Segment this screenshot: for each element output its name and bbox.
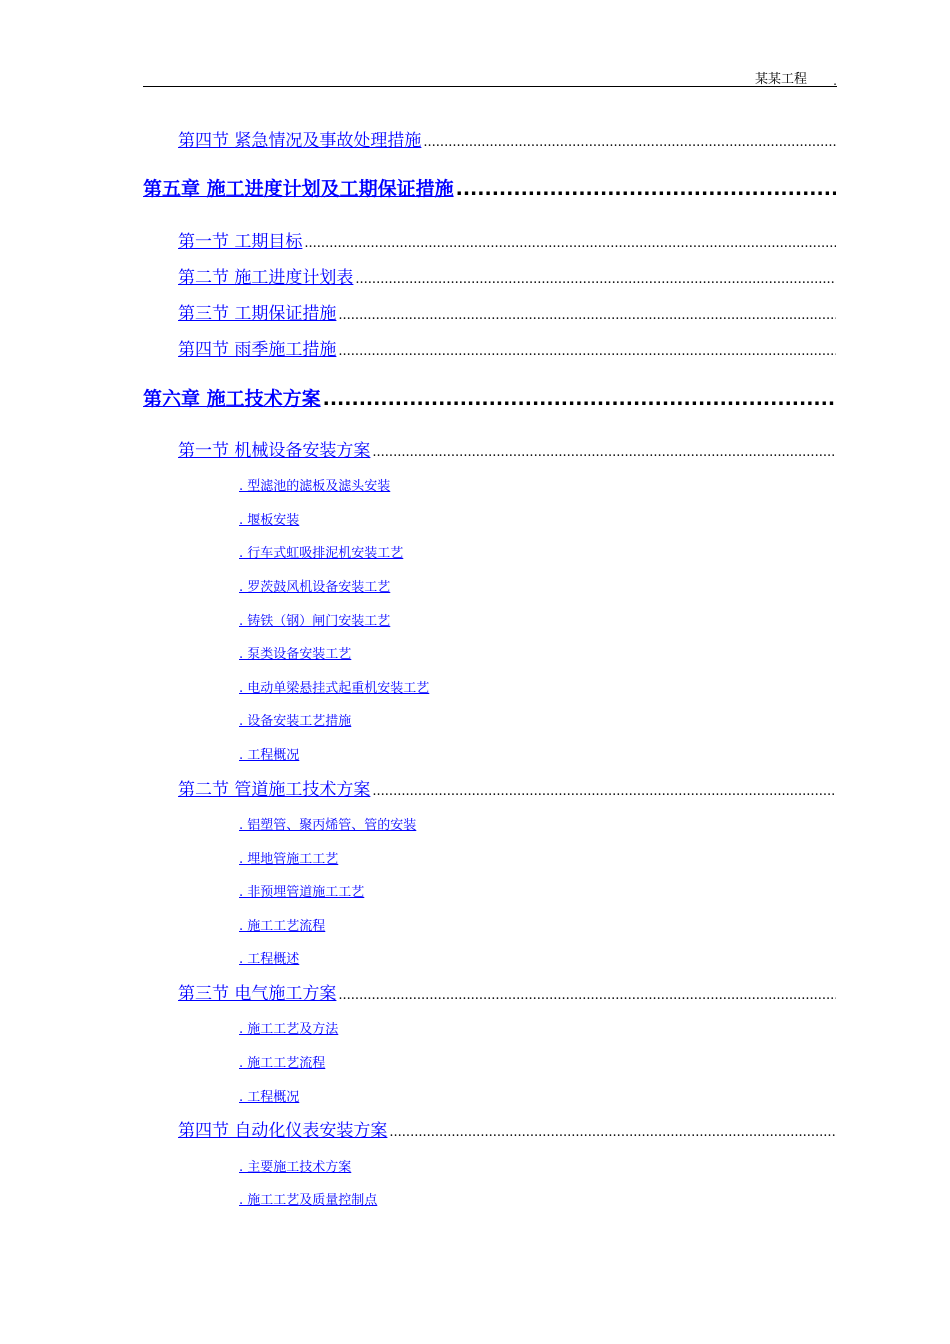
toc-subitem[interactable]: . 堰板安装 [239,513,300,528]
toc-link[interactable]: 第四节 雨季施工措施 [178,340,337,360]
dot-leader [389,1125,836,1140]
toc-section-schedule-table[interactable] [178,263,836,288]
toc-chapter-6[interactable] [143,384,836,411]
toc-link[interactable]: 第四节 紧急情况及事故处理措施 [178,131,422,151]
toc-subitem[interactable]: . 电动单梁悬挂式起重机安装工艺 [239,681,430,696]
toc-section-mechanical[interactable] [178,436,836,461]
toc-subitem[interactable]: . 型滤池的滤板及滤头安装 [239,479,391,494]
dot-leader [423,135,836,150]
dot-leader [323,388,836,410]
toc-link[interactable]: 第六章 施工技术方案 [143,388,321,410]
header-dot: . [833,74,837,88]
toc-link[interactable]: 第四节 自动化仪表安装方案 [178,1121,388,1141]
toc-subitem[interactable]: . 铝塑管、聚丙烯管、管的安装 [239,818,417,833]
dot-leader [456,178,836,200]
toc-subitem[interactable]: . 施工工艺流程 [239,1056,326,1071]
dot-leader [372,784,836,799]
toc-link[interactable]: 第五章 施工进度计划及工期保证措施 [143,178,454,200]
toc-link[interactable]: 第二节 管道施工技术方案 [178,780,371,800]
toc-subitem[interactable]: . 设备安装工艺措施 [239,714,352,729]
toc-section-schedule-guarantee[interactable] [178,299,836,324]
header-title: 某某工程 [754,72,807,87]
toc-chapter-5[interactable] [143,174,836,201]
toc-section-schedule-target[interactable] [178,227,836,252]
toc-subitem[interactable]: . 施工工艺及方法 [239,1022,339,1037]
toc-subitem[interactable]: . 行车式虹吸排泥机安装工艺 [239,546,404,561]
dot-leader [372,445,836,460]
toc-section-emergency[interactable] [178,126,836,151]
toc-subitem[interactable]: . 罗茨鼓风机设备安装工艺 [239,580,391,595]
toc-link[interactable]: 第二节 施工进度计划表 [178,268,354,288]
toc-link[interactable]: 第三节 工期保证措施 [178,304,337,324]
toc-subitem[interactable]: . 主要施工技术方案 [239,1160,352,1175]
dot-leader [355,272,836,287]
page-header [143,66,837,87]
toc-subitem[interactable]: . 施工工艺流程 [239,919,326,934]
dot-leader [338,344,836,359]
dot-leader [338,308,836,323]
toc-subitem[interactable]: . 铸铁（钢）闸门安装工艺 [239,614,391,629]
toc-section-rainy-season[interactable] [178,335,836,360]
toc-subitem[interactable]: . 施工工艺及质量控制点 [239,1193,378,1208]
dot-leader [304,236,836,251]
toc-subitem[interactable]: . 泵类设备安装工艺 [239,647,352,662]
toc-subitem[interactable]: . 工程概况 [239,748,300,763]
toc-link[interactable]: 第一节 机械设备安装方案 [178,441,371,461]
toc-subitem[interactable]: . 工程概述 [239,952,300,967]
toc-subitem[interactable]: . 埋地管施工工艺 [239,852,339,867]
toc-section-piping[interactable] [178,775,836,800]
toc-link[interactable]: 第一节 工期目标 [178,232,303,252]
dot-leader [338,988,836,1003]
toc-subitem[interactable]: . 工程概况 [239,1090,300,1105]
toc-subitem[interactable]: . 非预埋管道施工工艺 [239,885,365,900]
toc-link[interactable]: 第三节 电气施工方案 [178,984,337,1004]
toc-section-instrumentation[interactable] [178,1116,836,1141]
toc-section-electrical[interactable] [178,979,836,1004]
